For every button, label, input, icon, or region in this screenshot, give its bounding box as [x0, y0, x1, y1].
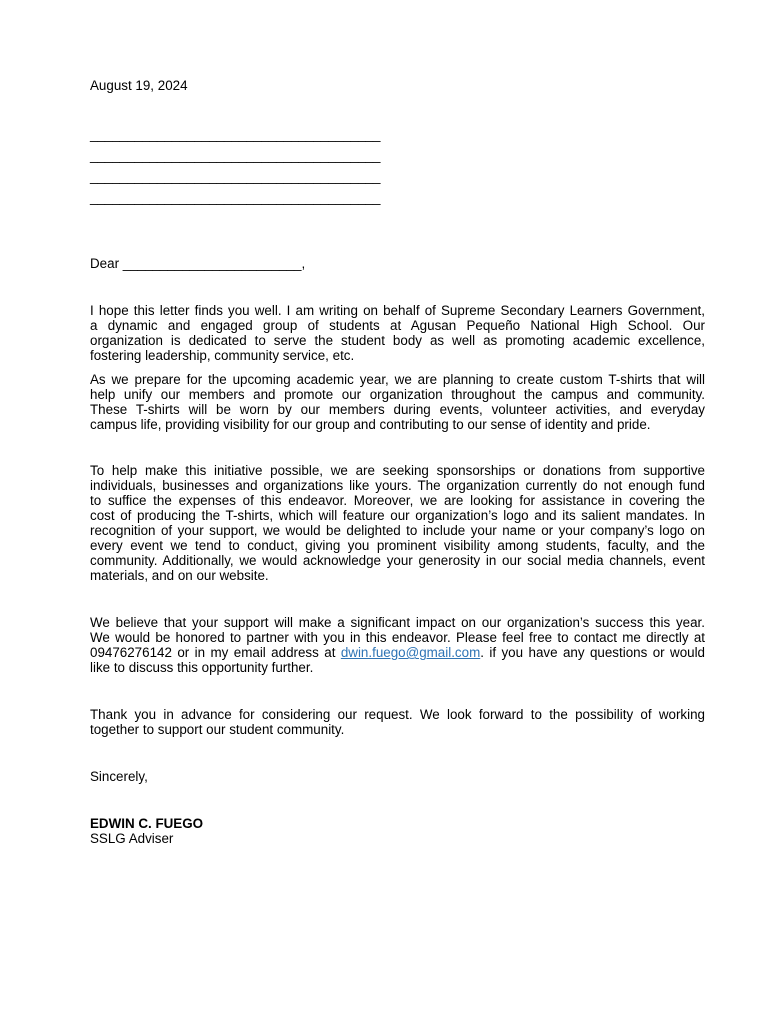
- salutation: Dear ________________________,: [90, 256, 306, 271]
- paragraph-line: recognition of your support, we would be delighted to include your name or your company’s logo on: [90, 523, 705, 538]
- address-line: _______________________________________: [90, 127, 381, 142]
- paragraph-thanks: [90, 707, 705, 737]
- paragraph-line-with-email: [90, 645, 705, 660]
- paragraph-line: to suffice the expenses of this endeavor. Moreover, we are looking for assistance in covering the: [90, 493, 705, 508]
- paragraph-line: organization is dedicated to serve the student body as well as promoting academic excellence,: [90, 333, 705, 348]
- contact-text-before: 09476276142 or in my email address at: [90, 645, 341, 660]
- paragraph-sponsorship: [90, 463, 705, 583]
- letter-date: August 19, 2024: [90, 78, 188, 93]
- paragraph-line: individuals, businesses and organizations like yours. The organization currently do not enough fund: [90, 478, 705, 493]
- paragraph-line: every event we tend to conduct, giving you prominent visibility among students, faculty, and the: [90, 538, 705, 553]
- paragraph-line: like to discuss this opportunity further.: [90, 660, 314, 675]
- paragraph-tshirts: [90, 372, 705, 432]
- paragraph-line: campus life, providing visibility for our group and contributing to our sense of identity and pride.: [90, 417, 651, 432]
- paragraph-line: As we prepare for the upcoming academic year, we are planning to create custom T-shirts that will: [90, 372, 705, 387]
- paragraph-line: cost of producing the T-shirts, which will feature our organization’s logo and its salient mandates. In: [90, 508, 705, 523]
- closing: Sincerely,: [90, 769, 148, 784]
- paragraph-line: These T-shirts will be worn by our members during events, volunteer activities, and everyday: [90, 402, 705, 417]
- paragraph-line: community. Additionally, we would acknowledge your generosity in our social media channels, event: [90, 553, 705, 568]
- contact-text-after: . if you have any questions or would: [480, 645, 706, 660]
- address-line: _______________________________________: [90, 148, 381, 163]
- paragraph-line: materials, and on our website.: [90, 568, 269, 583]
- paragraph-line: We believe that your support will make a significant impact on our organization’s success this year.: [90, 615, 705, 630]
- paragraph-intro: [90, 303, 705, 363]
- paragraph-line: a dynamic and engaged group of students at Agusan Pequeño National High School. Our: [90, 318, 705, 333]
- paragraph-contact: [90, 615, 705, 675]
- signer-name: EDWIN C. FUEGO: [90, 816, 204, 831]
- signer-title: SSLG Adviser: [90, 831, 174, 846]
- email-link[interactable]: dwin.fuego@gmail.com: [340, 645, 481, 660]
- paragraph-line: We would be honored to partner with you in this endeavor. Please feel free to contact me directly at: [90, 630, 705, 645]
- paragraph-line: To help make this initiative possible, we are seeking sponsorships or donations from supportive: [90, 463, 705, 478]
- paragraph-line: fostering leadership, community service, etc.: [90, 348, 355, 363]
- paragraph-line: together to support our student community.: [90, 722, 345, 737]
- paragraph-line: I hope this letter finds you well. I am writing on behalf of Supreme Secondary Learners Government,: [90, 303, 705, 318]
- paragraph-line: Thank you in advance for considering our request. We look forward to the possibility of working: [90, 707, 705, 722]
- paragraph-line: help unify our members and promote our organization throughout the campus and community.: [90, 387, 705, 402]
- address-line: _______________________________________: [90, 190, 381, 205]
- address-line: _______________________________________: [90, 169, 381, 184]
